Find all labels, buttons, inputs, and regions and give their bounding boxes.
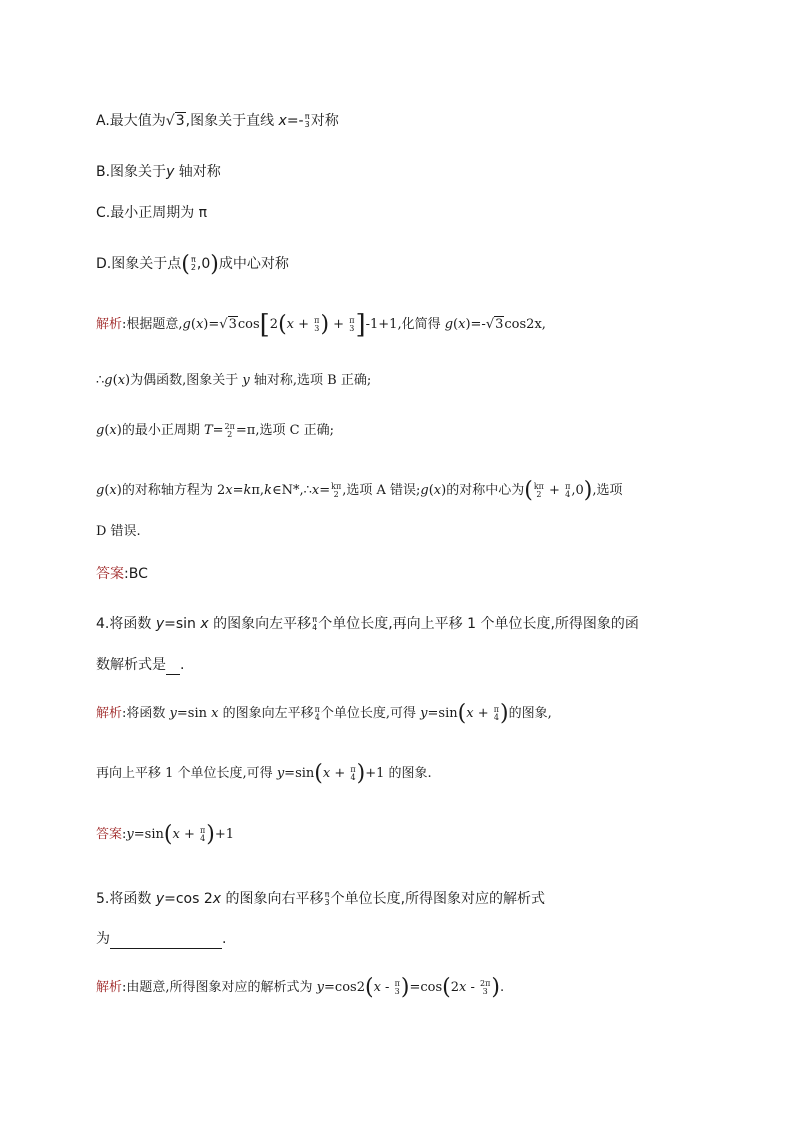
answer-3: 答案:BC [96, 566, 148, 582]
answer-label: 答案 [96, 827, 123, 842]
solution-3-line-5: D 错误. [96, 524, 141, 539]
question-4-line-2: 数解析式是 . [96, 654, 184, 675]
sqrt-symbol: √3 [165, 113, 185, 129]
solution-3-line-4: g(x)的对称轴方程为 2x=kπ,k∈N*,∴x= kπ 2 ,选项 A 错误;g(x)的对称中心为( kπ 2 + π 4 ,0),选项 [96, 478, 623, 503]
question-4-line-1: 4.将函数 y=sin x 的图象向左平移 π 4 个单位长度,再向上平移 1 个单位长度,所得图象的函 [96, 615, 639, 632]
solution-5: 解析:由题意,所得图象对应的解析式为 y=cos2(x - π 3 )=cos(2x - 2π 3 ). [96, 975, 505, 1000]
solution-3-line-2: ∴g(x)为偶函数,图象关于 y 轴对称,选项 B 正确; [96, 373, 372, 388]
question-5-line-2: 为 . [96, 928, 226, 949]
fraction: π 2 [190, 255, 196, 272]
answer-blank[interactable] [110, 928, 222, 949]
option-b: B.图象关于y 轴对称 [96, 164, 221, 180]
fraction: π 3 [304, 112, 310, 129]
solution-label: 解析 [96, 980, 123, 995]
solution-label: 解析 [96, 706, 123, 721]
question-5-line-1: 5.将函数 y=cos 2x 的图象向右平移 π 3 个单位长度,所得图象对应的解析式 [96, 890, 546, 907]
solution-3-line-1: 解析:根据题意,g(x)=√3cos[2(x + π 3 ) + π 3 ]-1+1,化简得 g(x)=-√3cos2x, [96, 310, 546, 340]
answer-4: 答案:y=sin(x + π 4 )+1 [96, 822, 235, 847]
solution-label: 解析 [96, 317, 123, 332]
solution-4-line-1: 解析:将函数 y=sin x 的图象向左平移 π 4 个单位长度,可得 y=sin(x + π 4 )的图象, [96, 701, 552, 726]
option-d: D.图象关于点( π 2 ,0)成中心对称 [96, 252, 289, 277]
answer-blank[interactable] [166, 654, 180, 675]
answer-label: 答案 [96, 566, 124, 582]
option-a: A.最大值为√3,图象关于直线 x=- π 3 对称 [96, 112, 339, 129]
solution-3-line-3: g(x)的最小正周期 T= 2π 2 =π,选项 C 正确; [96, 421, 335, 439]
option-c: C.最小正周期为 π [96, 205, 208, 221]
solution-4-line-2: 再向上平移 1 个单位长度,可得 y=sin(x + π 4 )+1 的图象. [96, 761, 432, 786]
